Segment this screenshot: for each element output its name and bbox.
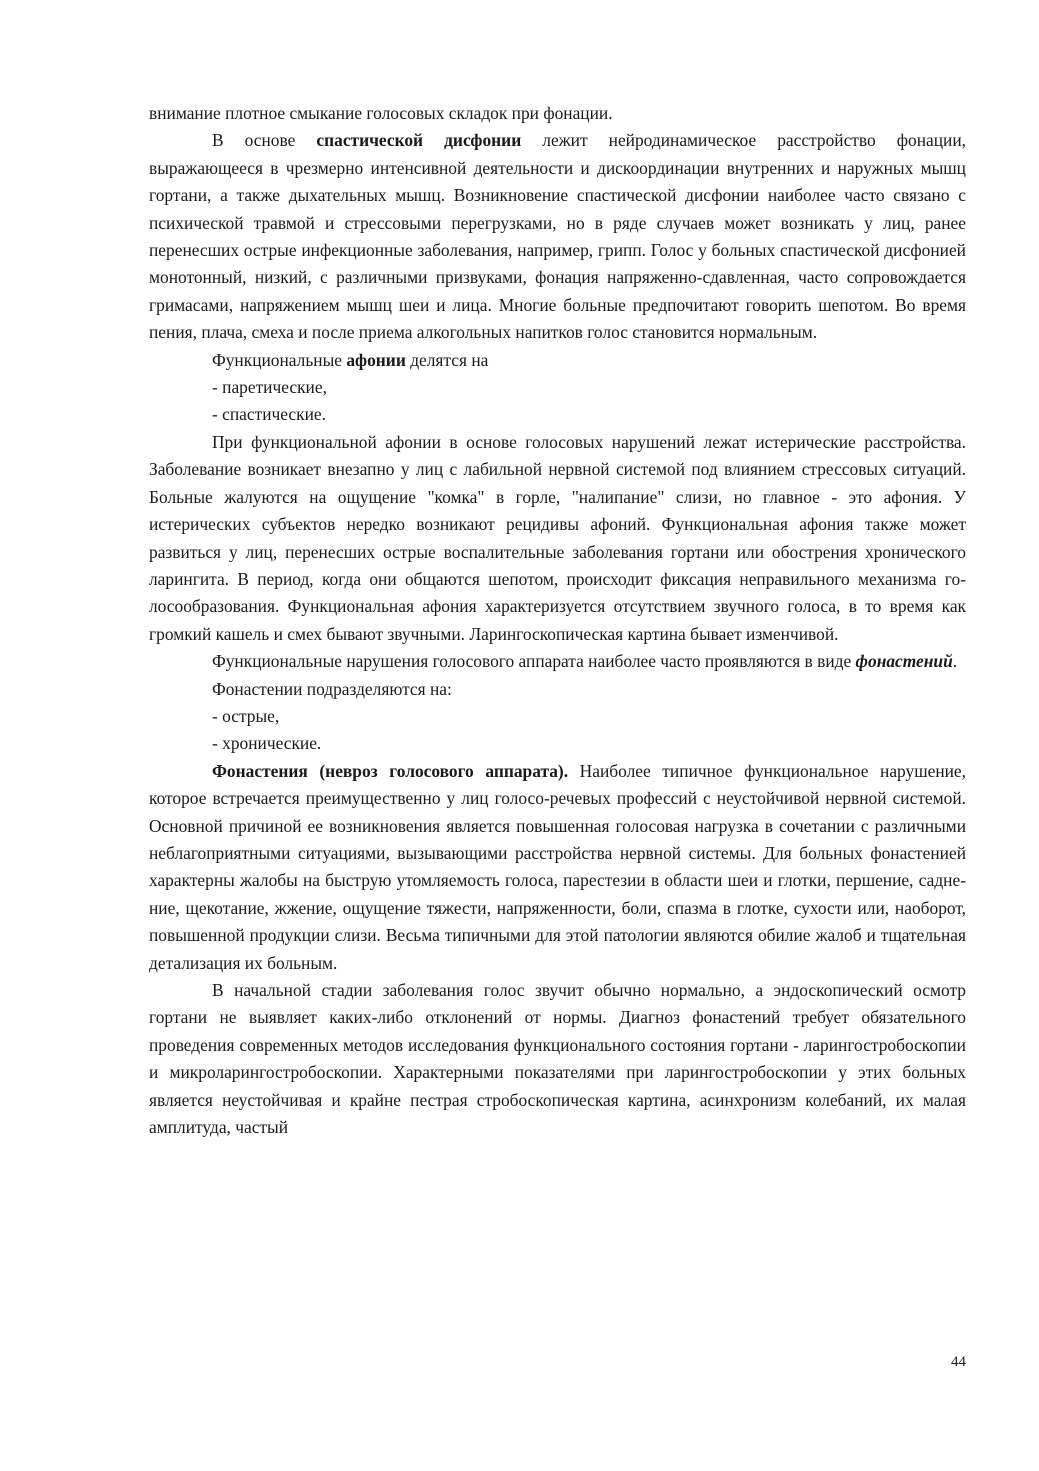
paragraph: внимание плотное смыкание голосовых складок при фонации.: [149, 103, 613, 123]
list-item: - хронические.: [212, 733, 322, 754]
paragraph-text: Наиболее типичное функциональное нарушение, которое встречается преимущественно у лиц голосо-речевых профессий с неустойчивой нервной системой. Основной причиной ее возникновения является повышенная голосовая нагрузка в сочетании с различными неблагоприятными ситуациями, вызывающими расстройства нервной системы. Для больных фонастенией характерны жалобы на быструю утомляемость голоса, парестезии в области шеи и глотки, першение, саднение, щекотание, жжение, ощущение тяжести, напряженности, боли, спазма в глотке, сухости или, наоборот, повышенной продукции слизи. Весьма типичными для этой патологии являются обилие жалоб и тщательная детализация их больным.: [149, 760, 967, 973]
term-aphonia: афонии: [346, 349, 406, 370]
paragraph-text: .: [952, 651, 958, 672]
paragraph-text: Функциональные нарушения голосового аппарата наиболее часто проявляются в виде: [212, 651, 856, 672]
list-item: - острые,: [212, 705, 280, 726]
term-spastic-dysphonia: спастической дисфонии: [316, 130, 522, 151]
page-number: 44: [951, 1354, 966, 1370]
list-item: - спастические.: [212, 404, 326, 425]
paragraph-phonasthenia: [149, 758, 966, 977]
paragraph-spastic-dysphonia: [149, 127, 966, 346]
term-phonasthenia: фонастений: [855, 651, 953, 672]
paragraph-diagnosis: В начальной стадии заболевания голос звучит обычно нормально, а эндоскопический осмотр гортани не выявляет каких-либо отклонений от нормы. Диагноз фонастений требует обязательного проведения современных методов исследования функционального состояния гортани - ларингостробоскопии и микроларингостробоскопии. Характерными показателями при ларингостробоскопии у этих больных является неустойчивая и крайне пестрая стробоскопическая картина, асинхронизм колебаний, их малая амплитуда, частый: [149, 980, 966, 1138]
paragraph-phonasthenia-intro: [149, 648, 966, 675]
paragraph-text: лежит нейродинамическое расстройство фонации, выражающееся в чрезмерно интенсивной деятельности и дискоординации внутренних и наружных мышц гортани, а также дыхательных мышц. Возникновение спастической дисфонии наиболее часто связано с психической травмой и стрессовыми перегрузками, но в ряде случаев может возникать у лиц, ранее перенесших острые инфекционные заболевания, например, грипп. Голос у больных спастической дисфонией монотонный, низкий, с различными призвуками, фонация напряженно-сдавленная, часто сопровождается гримасами, напряжением мышц шеи и лица. Многие больные предпочитают говорить шепотом. Во время пения, плача, смеха и после приема алкогольных напитков голос становится нормальным.: [149, 130, 966, 343]
paragraph-text: Функциональные: [212, 349, 347, 370]
list-item: - паретические,: [212, 377, 327, 398]
paragraph: Фонастении подразделяются на:: [212, 678, 452, 699]
body-text: [149, 100, 966, 1141]
paragraph-text: делятся на: [405, 349, 489, 370]
paragraph-aphonia-intro: [149, 347, 966, 374]
term-phonasthenia-neurosis: Фонастения (невроз голосового аппарата).: [212, 760, 569, 781]
paragraph-text: В основе: [212, 130, 317, 151]
paragraph-functional-aphonia: При функциональной афонии в основе голосовых нарушений лежат истерические расстройства. Заболевание возникает внезапно у лиц с лабильной нервной системой под влиянием стрессовых ситуаций. Больные жалуются на ощущение "комка" в горле, "налипание" слизи, но главное - это афония. У истерических субъектов нередко возникают рецидивы афоний. Функциональная афония также может развиться у лиц, перенесших острые воспалительные заболевания гортани или обострения хронического ларингита. В период, когда они общаются шепотом, происходит фиксация неправильного механизма голосообразования. Функциональная афония характеризуется отсутствием звучного голоса, в то время как громкий кашель и смех бывают звучными. Ларингоскопическая картина бывает изменчивой.: [149, 431, 966, 644]
